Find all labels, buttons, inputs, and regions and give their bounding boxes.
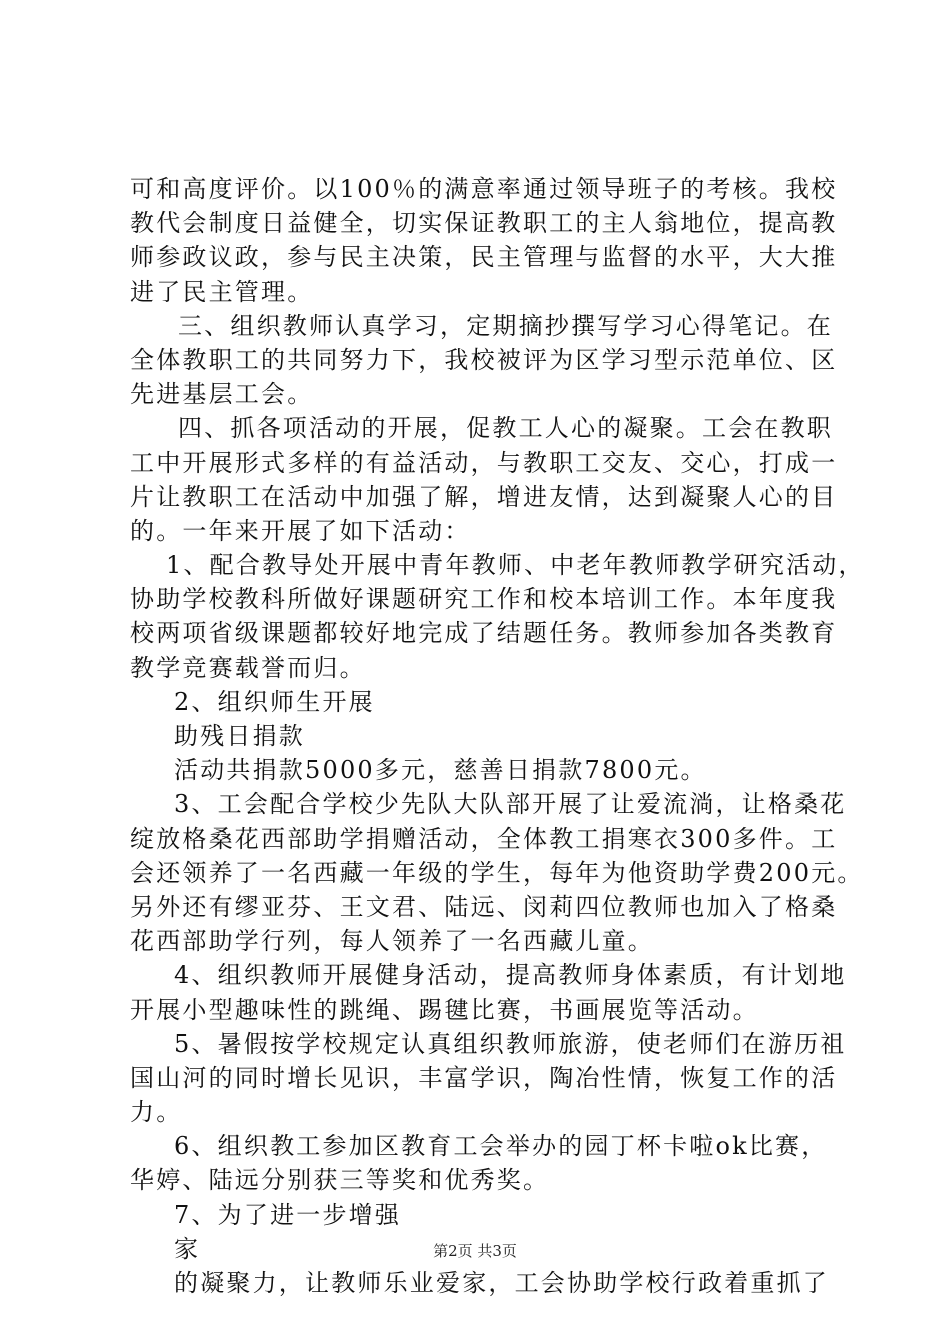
list-item-line: 1、配合教导处开展中青年教师、中老年教师教学研究活动， xyxy=(166,551,865,580)
text-line: 协助学校教科所做好课题研究工作和校本培训工作。本年度我 xyxy=(130,585,838,614)
text-line: 可和高度评价。以100％的满意率通过领导班子的考核。我校 xyxy=(130,175,838,203)
text-line: 工中开展形式多样的有益活动，与教职工交友、交心，打成一 xyxy=(130,448,838,477)
text-line: 教学竞赛载誉而归。 xyxy=(130,653,366,682)
text-line: 花西部助学行列，每人领养了一名西藏儿童。 xyxy=(130,927,654,956)
text-line: 师参政议政，参与民主决策，民主管理与监督的水平，大大推 xyxy=(130,243,838,272)
text-line: 的凝聚力，让教师乐业爱家，工会协助学校行政着重抓了 xyxy=(174,1269,829,1297)
text-line: 绽放格桑花西部助学捐赠活动，全体教工捐寒衣300多件。工 xyxy=(130,824,838,853)
text-line: 先进基层工会。 xyxy=(130,380,314,409)
text-line: 华婷、陆远分别获三等奖和优秀奖。 xyxy=(130,1166,550,1195)
text-line: 会还领养了一名西藏一年级的学生，每年为他资助学费200元。 xyxy=(130,858,864,887)
text-line: 活动共捐款5000多元，慈善日捐款7800元。 xyxy=(174,756,707,785)
text-line: 国山河的同时增长见识，丰富学识，陶冶性情，恢复工作的活 xyxy=(130,1063,838,1092)
list-item-line: 4、组织教师开展健身活动，提高教师身体素质，有计划地 xyxy=(174,961,847,990)
list-item-line: 5、暑假按学校规定认真组织教师旅游，使老师们在游历祖 xyxy=(174,1029,847,1058)
text-line: 家 xyxy=(174,1234,201,1263)
text-line: 助残日捐款 xyxy=(174,722,305,750)
document-body xyxy=(130,172,865,1300)
page-number: 第2页 共3页 xyxy=(433,1242,517,1260)
text-line: 的。一年来开展了如下活动： xyxy=(130,516,471,545)
paragraph-start-line: 三、组织教师认真学习，定期摘抄撰写学习心得笔记。在 xyxy=(178,311,833,340)
text-line: 教代会制度日益健全，切实保证教职工的主人翁地位，提高教 xyxy=(130,209,838,238)
list-item-line: 3、工会配合学校少先队大队部开展了让爱流淌，让格桑花 xyxy=(174,790,847,819)
text-line: 另外还有缪亚芬、王文君、陆远、闵莉四位教师也加入了格桑 xyxy=(130,892,838,921)
text-line: 进了民主管理。 xyxy=(130,277,314,306)
paragraph-start-line: 四、抓各项活动的开展，促教工人心的凝聚。工会在教职 xyxy=(178,414,833,443)
text-line: 开展小型趣味性的跳绳、踢毽比赛，书画展览等活动。 xyxy=(130,995,759,1024)
page-footer xyxy=(0,1240,950,1261)
list-item-line: 6、组织教工参加区教育工会举办的园丁杯卡啦ok比赛， xyxy=(174,1132,828,1161)
list-item-line: 2、组织师生开展 xyxy=(174,687,375,716)
text-line: 校两项省级课题都较好地完成了结题任务。教师参加各类教育 xyxy=(130,619,838,648)
text-line: 全体教职工的共同努力下，我校被评为区学习型示范单位、区 xyxy=(130,345,838,374)
list-item-line: 7、为了进一步增强 xyxy=(174,1200,402,1229)
text-line: 片让教职工在活动中加强了解，增进友情，达到凝聚人心的目 xyxy=(130,482,838,511)
text-line: 力。 xyxy=(130,1098,183,1127)
